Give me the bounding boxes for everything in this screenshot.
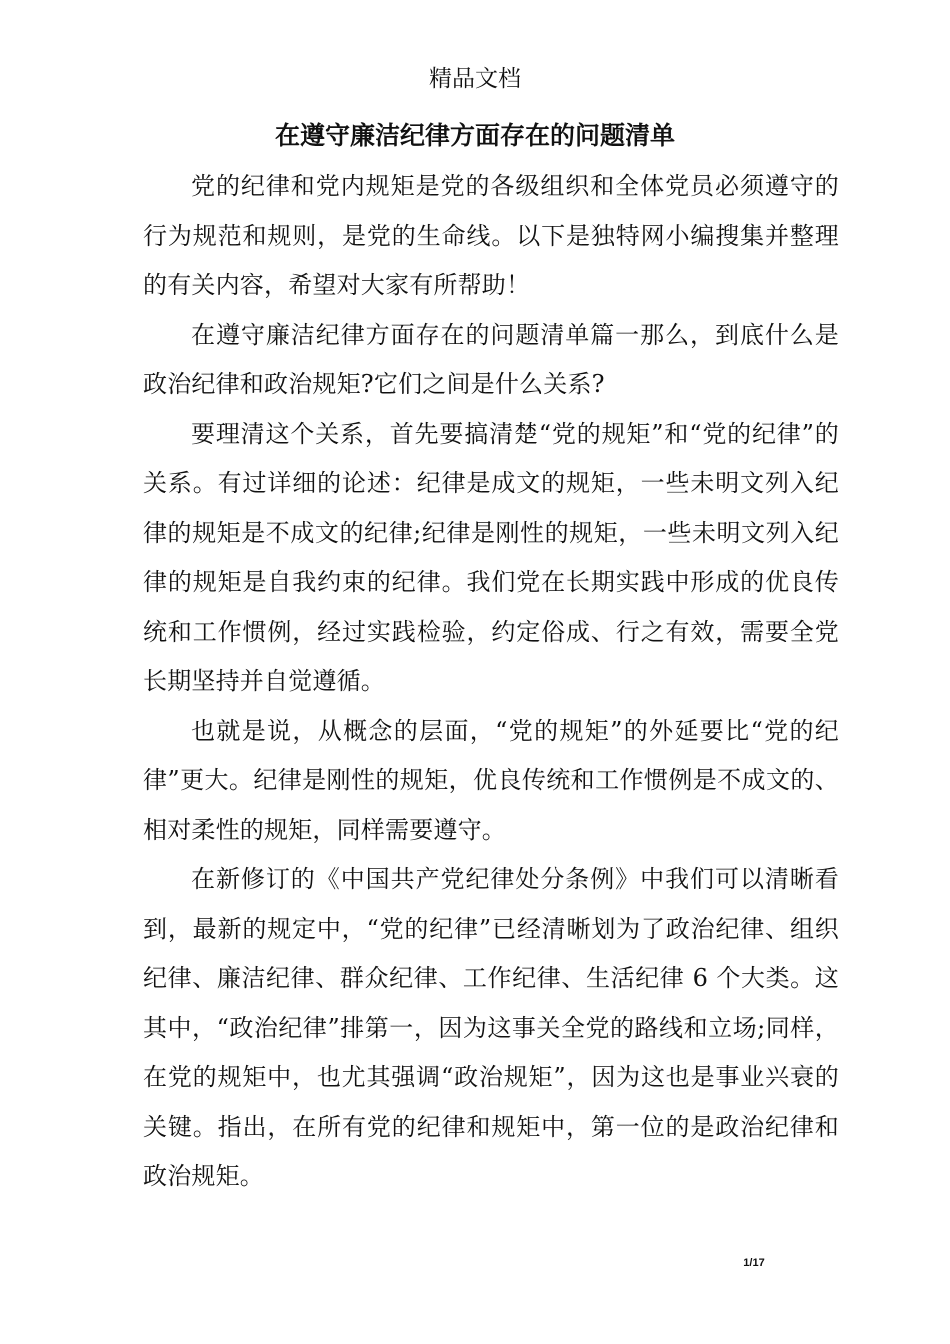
paragraph: 也就是说，从概念的层面，“党的规矩”的外延要比“党的纪律”更大。纪律是刚性的规矩，优良传统和工作惯例是不成文的、相对柔性的规矩，同样需要遵守。 (143, 716, 839, 844)
document-title: 在遵守廉洁纪律方面存在的问题清单 (274, 121, 675, 150)
header-label: 精品文档 (429, 66, 521, 92)
document-body (143, 162, 839, 1202)
paragraph: 在遵守廉洁纪律方面存在的问题清单篇一那么，到底什么是政治纪律和政治规矩?它们之间是什么关系? (143, 320, 839, 398)
page-number: 1/17 (743, 1257, 765, 1269)
paragraph: 党的纪律和党内规矩是党的各级组织和全体党员必须遵守的行为规范和规则，是党的生命线。以下是独特网小编搜集并整理的有关内容，希望对大家有所帮助！ (143, 172, 839, 299)
paragraph: 要理清这个关系，首先要搞清楚“党的规矩”和“党的纪律”的关系。有过详细的论述：纪律是成文的规矩，一些未明文列入纪律的规矩是不成文的纪律;纪律是刚性的规矩，一些未明文列入纪律的规矩是自我约束的纪律。我们党在长期实践中形成的优良传统和工作惯例，经过实践检验，约定俗成、行之有效，需要全党长期坚持并自觉遵循。 (143, 419, 839, 695)
paragraph: 在新修订的《中国共产党纪律处分条例》中我们可以清晰看到，最新的规定中，“党的纪律”已经清晰划为了政治纪律、组织纪律、廉洁纪律、群众纪律、工作纪律、生活纪律 6 个大类。这其中，“政治纪律”排第一，因为这事关全党的路线和立场;同样，在党的规矩中，也尤其强调“政治规矩”，因为这也是事业兴衰的关键。指出，在所有党的纪律和规矩中，第一位的是政治纪律和政治规矩。 (143, 865, 839, 1190)
